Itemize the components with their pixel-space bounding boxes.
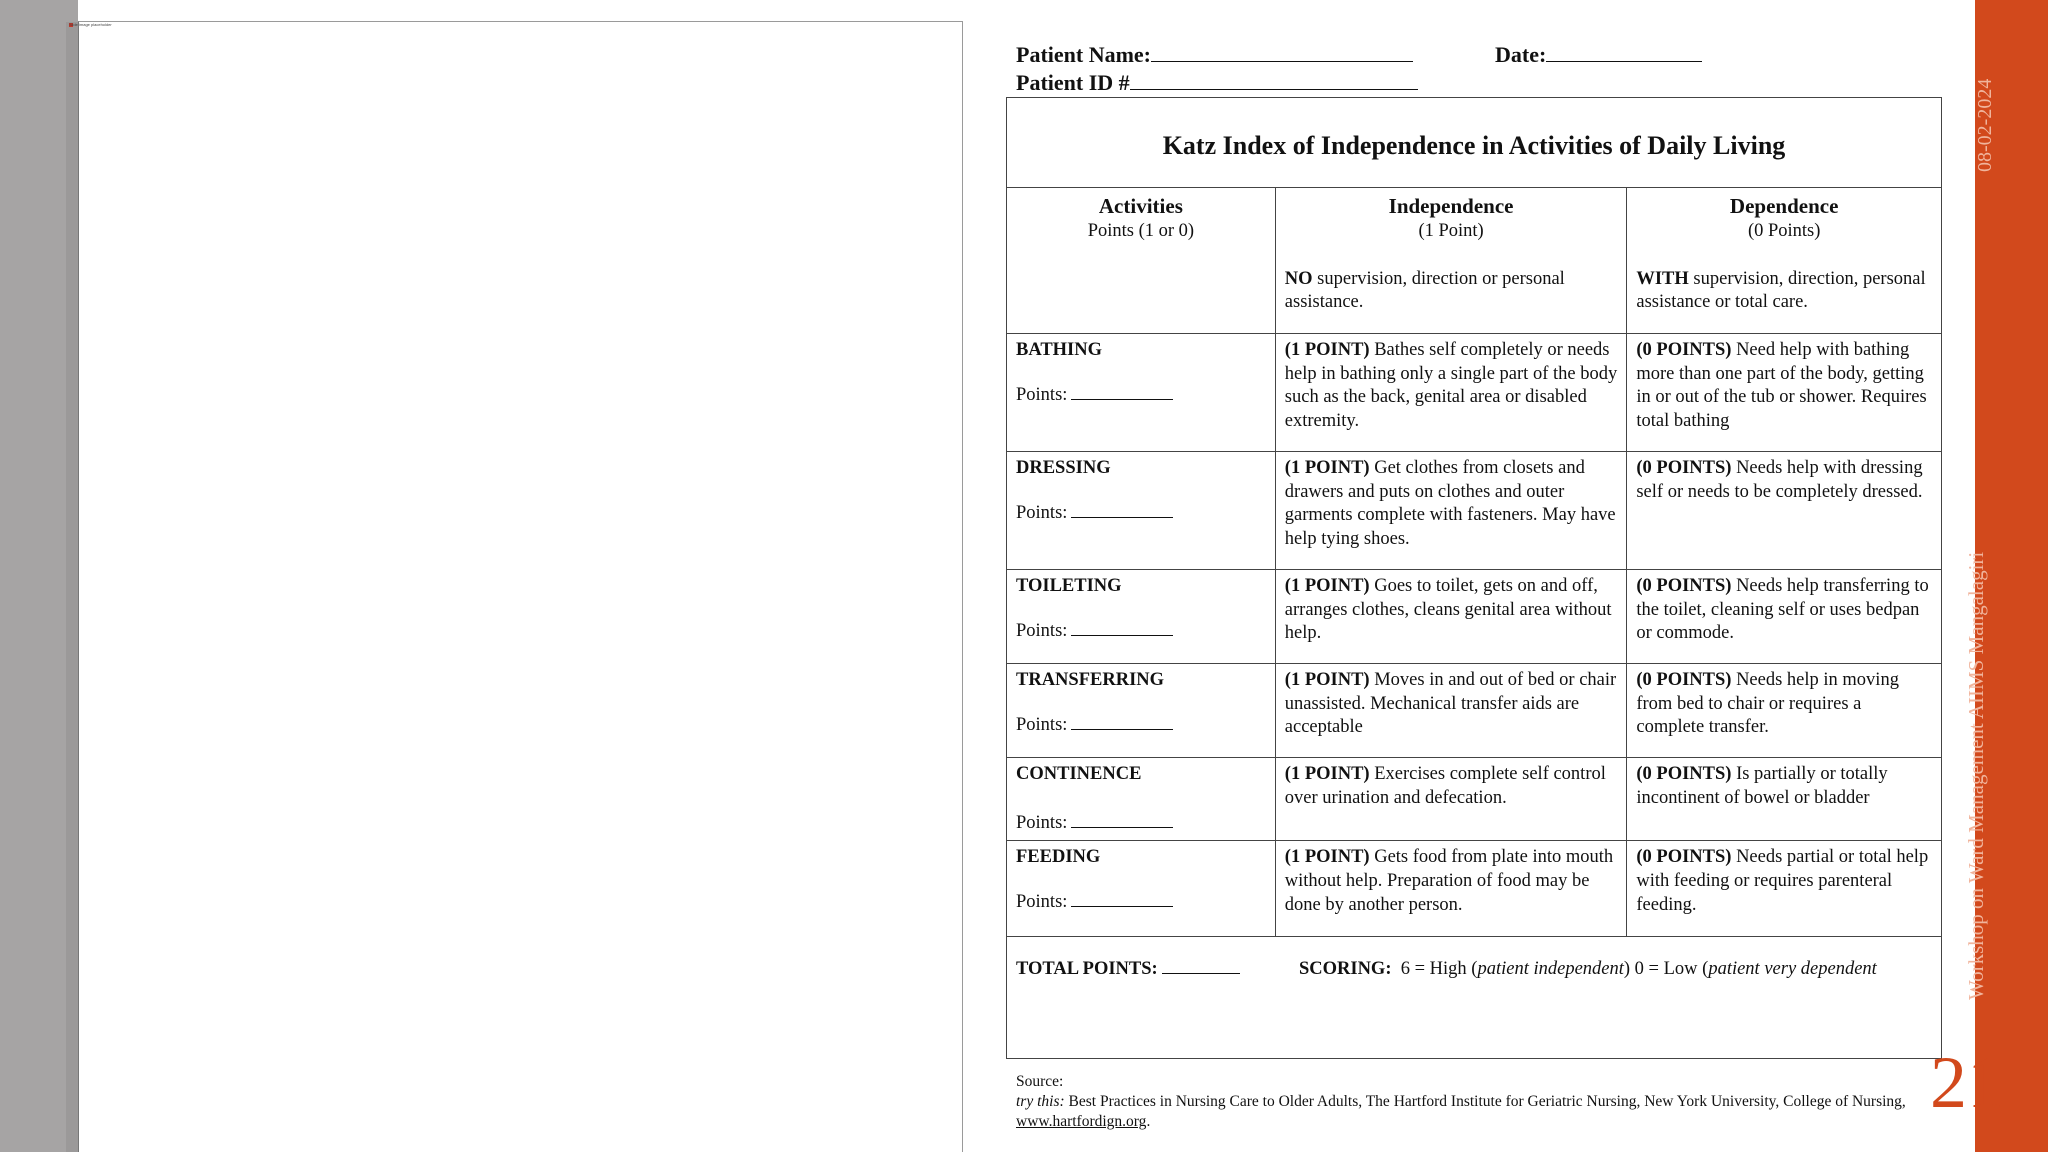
dependence-cell: (0 POINTS) Needs partial or total help with feeding or requires parenteral feeding. <box>1627 841 1942 937</box>
total-points-label: TOTAL POINTS: <box>1016 959 1158 980</box>
activity-name: CONTINENCE <box>1016 764 1142 784</box>
patient-id-label: Patient ID # <box>1016 70 1130 95</box>
independence-cell: (1 POINT) Gets food from plate into mouth without help. Preparation of food may be done by another person. <box>1275 841 1627 937</box>
independence-cell: (1 POINT) Get clothes from closets and drawers and puts on clothes and outer garments complete with fasteners. May have help tying shoes. <box>1275 452 1627 570</box>
independence-cell: (1 POINT) Exercises complete self control over urination and defecation. <box>1275 758 1627 841</box>
activities-title: Activities <box>1098 194 1183 218</box>
dependence-cell: (0 POINTS) Needs help transferring to the toilet, cleaning self or uses bedpan or commode. <box>1627 570 1942 664</box>
activity-name: TRANSFERRING <box>1016 670 1165 690</box>
scoring-label: SCORING: <box>1298 959 1392 980</box>
dependence-sub: (0 Points) <box>1747 220 1821 241</box>
table-row <box>1007 758 1942 841</box>
points-entry: Points: <box>1016 383 1266 408</box>
activities-header <box>1007 188 1276 334</box>
column-header-row <box>1007 188 1942 334</box>
sidebar-date: 08-02-2024 <box>1974 78 1996 172</box>
left-page-note: Slide image placeholder <box>69 22 112 27</box>
patient-id-blank <box>1130 71 1418 90</box>
dependence-title: Dependence <box>1729 194 1839 218</box>
patient-name-blank <box>1151 43 1413 62</box>
independence-cell: (1 POINT) Bathes self completely or needs help in bathing only a single part of the body such as the back, genital area or disabled extremity. <box>1275 334 1627 452</box>
source-text: try this: Best Practices in Nursing Care to Older Adults, The Hartford Institute for Geriatric Nursing, New York University, College of Nursing, www.hartfordign.org. <box>1016 1093 1906 1131</box>
independence-header <box>1275 188 1627 334</box>
points-entry: Points: <box>1016 619 1266 644</box>
activity-name: TOILETING <box>1016 576 1122 596</box>
date-label: Date: <box>1495 42 1547 67</box>
patient-name-label: Patient Name: <box>1016 42 1152 67</box>
table-title: Katz Index of Independence in Activities of Daily Living <box>1007 98 1942 188</box>
table-row <box>1007 570 1942 664</box>
scoring-text: 6 = High (patient independent) 0 = Low (patient very dependent <box>1400 959 1877 980</box>
hartford-link[interactable]: www.hartfordign.org <box>1016 1113 1147 1131</box>
points-entry: Points: <box>1016 501 1266 526</box>
points-entry: Points: <box>1016 713 1266 738</box>
table-row <box>1007 334 1942 452</box>
independence-cell: (1 POINT) Goes to toilet, gets on and off, arranges clothes, cleans genital area without help. <box>1275 570 1627 664</box>
points-entry: Points: <box>1016 890 1266 915</box>
activity-name: FEEDING <box>1016 847 1101 868</box>
total-row <box>1007 937 1942 1059</box>
independence-desc: NO supervision, direction or personal assistance. <box>1284 268 1565 313</box>
points-entry: Points: <box>1016 811 1266 836</box>
date-blank <box>1546 43 1702 62</box>
dependence-cell: (0 POINTS) Need help with bathing more than one part of the body, getting in or out of the tub or shower. Requires total bathing <box>1627 334 1942 452</box>
table-row <box>1007 664 1942 758</box>
table-row <box>1007 841 1942 937</box>
table-row <box>1007 452 1942 570</box>
dependence-cell: (0 POINTS) Is partially or totally incontinent of bowel or bladder <box>1627 758 1942 841</box>
page-shadow <box>66 22 78 1152</box>
dependence-cell: (0 POINTS) Needs help with dressing self or needs to be completely dressed. <box>1627 452 1942 570</box>
dependence-header <box>1627 188 1942 334</box>
activities-sub: Points (1 or 0) <box>1087 220 1195 241</box>
slide-number: 21 <box>1930 1042 2004 1124</box>
independence-sub: (1 Point) <box>1418 220 1484 241</box>
activity-name: BATHING <box>1016 340 1103 360</box>
sidebar-workshop-title: Workshop on Ward Management AIIMS Mangalagiri <box>1964 551 1988 1000</box>
activity-name: DRESSING <box>1016 458 1111 478</box>
total-points-blank <box>1162 957 1240 974</box>
dependence-cell: (0 POINTS) Needs help in moving from bed to chair or requires a complete transfer. <box>1627 664 1942 758</box>
source-citation <box>1016 1072 1946 1132</box>
patient-id-field <box>1016 70 1418 96</box>
left-blank-page <box>78 21 963 1152</box>
katz-index-table <box>1006 97 1942 1059</box>
source-label: Source: <box>1016 1073 1064 1090</box>
independence-title: Independence <box>1388 194 1514 218</box>
independence-cell: (1 POINT) Moves in and out of bed or chair unassisted. Mechanical transfer aids are acceptable <box>1275 664 1627 758</box>
dependence-desc: WITH supervision, direction, personal assistance or total care. <box>1636 268 1926 313</box>
date-field <box>1495 42 1702 68</box>
patient-name-field <box>1016 42 1413 68</box>
